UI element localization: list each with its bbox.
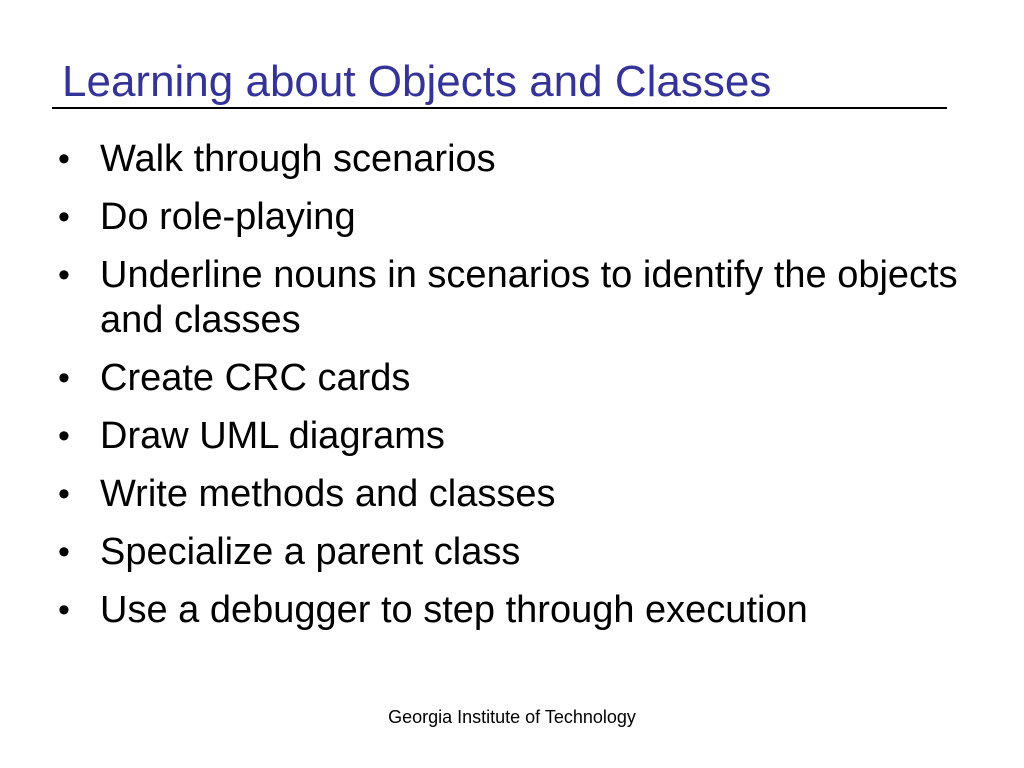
bullet-text: Create CRC cards [100, 357, 411, 399]
bullet-item-underline-nouns [58, 253, 958, 343]
bullet-item-draw-uml-diagrams [58, 414, 958, 459]
bullet-text: Write methods and classes [100, 473, 556, 515]
bullet-text: Walk through scenarios [100, 138, 496, 180]
bullet-text: Specialize a parent class [100, 531, 521, 573]
bullet-icon: • [58, 140, 70, 178]
bullet-item-walk-through-scenarios [58, 137, 958, 182]
title-underline [52, 107, 947, 109]
bullet-icon: • [58, 591, 70, 629]
bullet-text: Use a debugger to step through execution [100, 589, 808, 631]
bullet-icon: • [58, 475, 70, 513]
slide-footer: Georgia Institute of Technology [388, 707, 636, 727]
bullet-icon: • [58, 417, 70, 455]
bullet-item-do-role-playing [58, 195, 958, 240]
bullet-text: Underline nouns in scenarios to identify the objects and classes [100, 254, 958, 341]
bullet-text: Do role-playing [100, 196, 356, 238]
bullet-icon: • [58, 198, 70, 236]
bullet-icon: • [58, 533, 70, 571]
bullet-item-specialize-parent-class [58, 530, 958, 575]
bullet-item-write-methods-classes [58, 472, 958, 517]
bullet-list [58, 137, 958, 646]
bullet-icon: • [58, 359, 70, 397]
bullet-icon: • [58, 256, 70, 294]
bullet-item-create-crc-cards [58, 356, 958, 401]
bullet-text: Draw UML diagrams [100, 415, 445, 457]
bullet-item-use-debugger [58, 588, 958, 633]
slide-title: Learning about Objects and Classes [62, 57, 772, 106]
